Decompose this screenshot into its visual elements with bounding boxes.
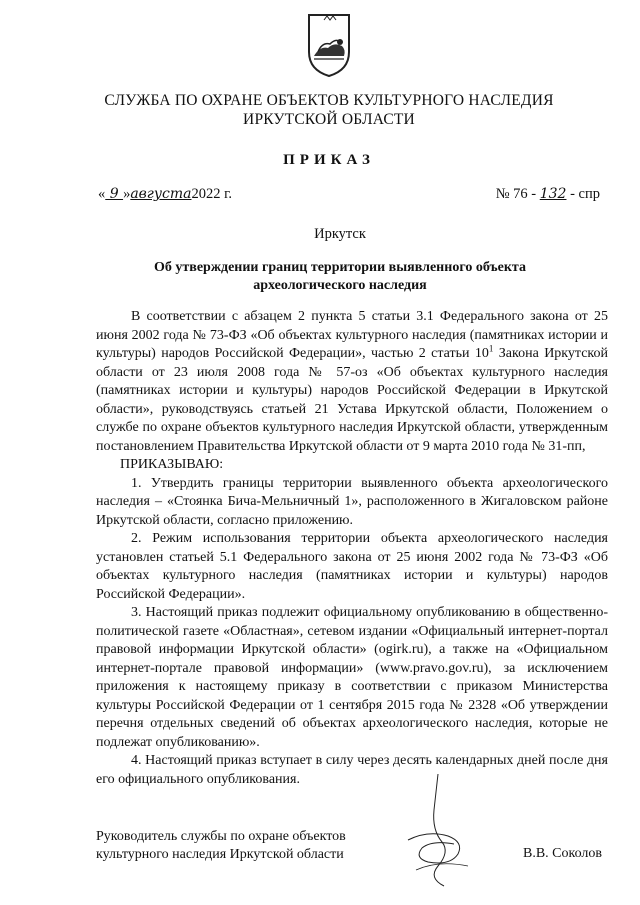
number-handwritten: 132 (539, 186, 567, 202)
order-item-4: 4. Настоящий приказ вступает в силу через десять календарных дней после дня его официального опубликования. (96, 753, 608, 787)
handwritten-signature-icon (398, 770, 478, 890)
signatory-name: В.В. Соколов (523, 846, 603, 861)
order-number (496, 186, 600, 203)
subject-line-2: археологического наследия (253, 278, 427, 293)
intro-paragraph (96, 308, 608, 456)
date-quote-open: « (98, 186, 106, 202)
date-month: августа (130, 186, 192, 202)
number-prefix: № 76 - (495, 186, 540, 202)
intro-text-a: В соответствии с абзацем 2 пункта 5 статьи 3.1 Федерального закона от 25 июня 2002 года № 73-ФЗ «Об объектах культурного наследия (памятниках истории и культуры) народов Российской Федерации», частью 2 статьи 10 (96, 309, 608, 361)
signatory-position (96, 828, 346, 864)
number-suffix: - спр (566, 186, 600, 202)
order-item-2: 2. Режим использования территории объекта археологического наследия установлен статьей 5.1 Федерального закона от 25 июня 2002 года № 73-ФЗ «Об объектах культурного наследия (памятниках истории и культуры) народов Российской Федерации». (96, 531, 608, 602)
order-body (96, 308, 608, 789)
order-item-1: 1. Утвердить границы территории выявленного объекта археологического наследия – «Стоянка Бича-Мельничный 1», расположенного в Жигаловском районе Иркутской области, согласно приложению. (96, 475, 608, 528)
subject-line-1: Об утверждении границ территории выявленного объекта (154, 260, 526, 275)
date-year: 2022 г. (191, 186, 233, 202)
intro-text-b: Закона Иркутской области от 23 июля 2008 года № 57-оз «Об объектах культурного наследия (памятниках истории и культуры) народов Российской Федерации в Иркутской области», руководствуясь статьей 21 Устава Иркутской области, Положением о службе по охране объектов культурного наследия Иркутской области, утвержденным постановлением Правительства Иркутской области от 9 марта 2010 года № 31-пп, (96, 346, 608, 454)
city-name: Иркутск (314, 226, 366, 242)
organization-name: СЛУЖБА ПО ОХРАНЕ ОБЪЕКТОВ КУЛЬТУРНОГО НАСЛЕДИЯ (104, 92, 554, 109)
date-quote-close: » (123, 186, 131, 202)
organization-region: ИРКУТСКОЙ ОБЛАСТИ (243, 111, 415, 128)
date-day: 9 (105, 186, 124, 202)
order-word: ПРИКАЗЫВАЮ: (120, 457, 224, 472)
signatory-position-line-1: Руководитель службы по охране объектов (96, 829, 346, 844)
order-item-3: 3. Настоящий приказ подлежит официальному опубликованию в общественно-политической газете «Областная», сетевом издании «Официальный интернет-портал правовой информации Иркутской области» (ogirk.ru), а также на «Официальном интернет-портале правовой информации» (www.pravo.gov.ru), за исключением приложения к настоящему приказу в соответствии с приказом Министерства культуры Российской Федерации от 1 сентября 2015 года № 2328 «Об утверждении перечня отдельных сведений об объектах археологического наследия, которые не подлежат опубликованию». (96, 605, 608, 750)
intro-superscript: 1 (488, 343, 494, 354)
order-date (98, 186, 232, 203)
order-subject (120, 259, 560, 295)
irkutsk-coat-of-arms-icon (306, 12, 352, 78)
signatory-position-line-2: культурного наследия Иркутской области (96, 847, 344, 862)
document-type-title: ПРИКАЗ (283, 152, 375, 168)
